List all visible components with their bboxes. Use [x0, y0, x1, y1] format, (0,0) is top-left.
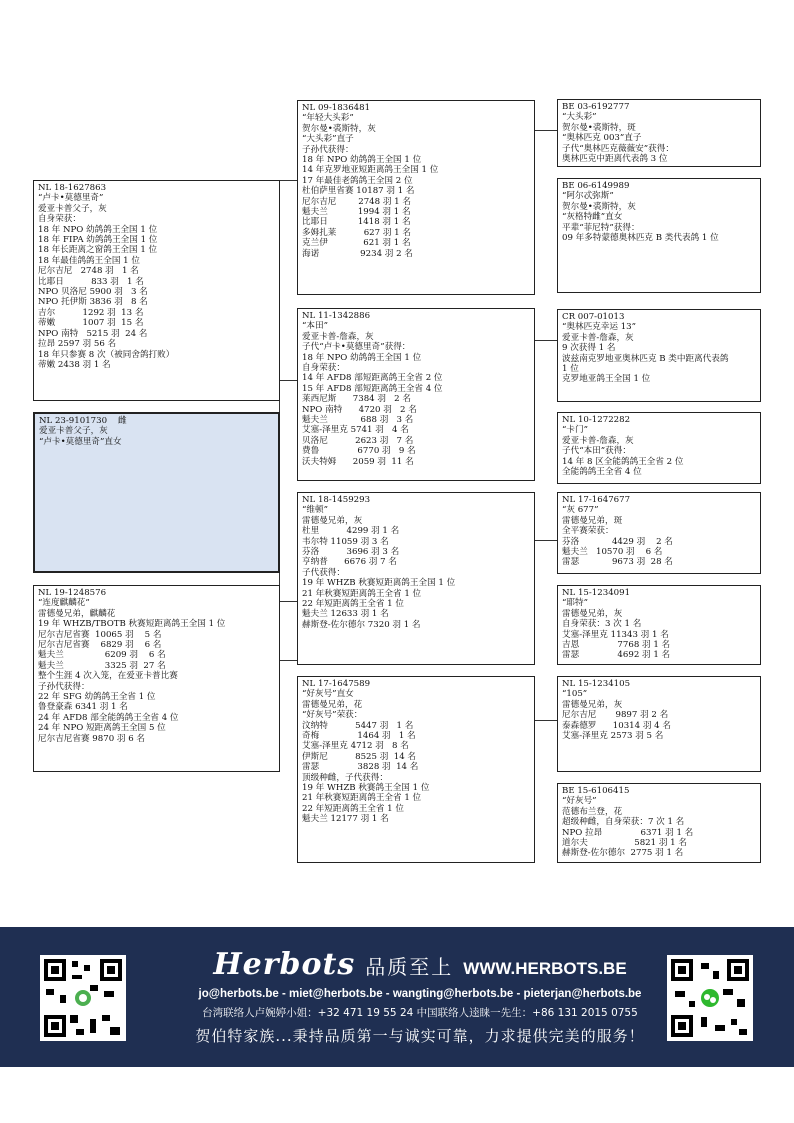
pedigree-line: 吉恩 7768 羽 1 名: [562, 640, 671, 651]
pedigree-line: 雷德曼兄弟，灰: [562, 699, 623, 710]
pedigree-line: 17 年最佳老鸽鸽王全国 2 位: [302, 175, 413, 186]
pedigree-line: “连度麒麟花”: [38, 598, 90, 609]
pedigree-line: 道尔夫 5821 羽 1 名: [562, 838, 687, 849]
pedigree-line: “本田”: [302, 321, 328, 332]
sire-dam-card: [297, 308, 535, 481]
pedigree-line: 泰森德罗 10314 羽 4 名: [562, 720, 671, 731]
pedigree-line: 鲁登豪森 6341 羽 1 名: [38, 702, 128, 713]
pedigree-line: 蒂嫩 1007 羽 15 名: [38, 318, 144, 329]
pedigree-line: 整个生涯 4 次入笼，在爱亚卡普比赛: [38, 671, 178, 682]
pedigree-line: 爱亚卡普父子，灰: [38, 203, 107, 214]
pedigree-line: NL 19-1248576: [38, 588, 107, 598]
pedigree-line: 自身荣获：: [302, 363, 345, 374]
pedigree-line: “好灰号”荣获：: [302, 710, 363, 721]
connector-line: [535, 130, 557, 131]
dss-card: [557, 492, 761, 574]
dds-card: [557, 676, 761, 772]
pedigree-line: CR 007-01013: [562, 312, 625, 322]
pedigree-line: NPO 南特 5215 羽 24 名: [38, 328, 148, 339]
pedigree-line: “奥林匹克 003”直子: [562, 133, 642, 144]
pedigree-line: 比耶日 833 羽 1 名: [38, 276, 144, 287]
pedigree-line: 尼尔吉尼 2748 羽 1 名: [38, 266, 139, 277]
pedigree-line: 18 年长距离之窗鸽王全国 1 位: [38, 245, 158, 256]
pedigree-line: 自身荣获：3 次 1 名: [562, 619, 642, 630]
pedigree-line: 芬洛 4429 羽 2 名: [562, 536, 673, 547]
pedigree-line: 18 年 FIPA 幼鸽鸽王全国 1 位: [38, 235, 158, 246]
pedigree-line: 魁夫兰 1994 羽 1 名: [302, 207, 411, 218]
pedigree-line: 9 次获得 1 名: [562, 343, 616, 354]
pedigree-line: 贺尔曼•裘斯特，灰: [302, 123, 376, 134]
dam-card: [33, 585, 280, 772]
email-list[interactable]: jo@herbots.be - miet@herbots.be - wangting@herbots.be - pieterjan@herbots.be: [198, 988, 642, 1000]
sdd-card: [557, 412, 761, 484]
pedigree-line: 汶纳特 5447 羽 1 名: [302, 720, 414, 731]
pedigree-line: 雷德曼兄弟，花: [302, 699, 363, 710]
pedigree-line: 吉尔 1292 羽 13 名: [38, 307, 144, 318]
pedigree-line: NPO 南特 4720 羽 2 名: [302, 404, 417, 415]
pedigree-line: 莱西尼斯 7384 羽 2 名: [302, 394, 411, 405]
pedigree-line: NL 09-1836481: [302, 103, 371, 113]
pedigree-line: “105”: [562, 689, 588, 700]
pedigree-line: 魁夫兰 12177 羽 1 名: [302, 814, 389, 825]
pedigree-line: “灰 677”: [562, 505, 599, 516]
pedigree-line: NL 18-1627863: [38, 183, 107, 193]
pedigree-line: “维顿”: [302, 505, 328, 516]
pedigree-line: 亨纳普 6676 羽 7 名: [302, 557, 397, 568]
pedigree-line: NL 10-1272282: [562, 415, 631, 425]
pedigree-line: 24 年 AFD8 部全能鸽鸽王全省 4 位: [38, 712, 179, 723]
ssd-card: [557, 178, 761, 293]
pedigree-line: 18 年只参赛 8 次（被同舍鸽打败）: [38, 349, 175, 360]
pedigree-line: 艾塞-泽里克 4712 羽 8 名: [302, 741, 409, 752]
contact-line: 台湾联络人卢婉婷小姐：+32 471 19 55 24 中国联络人逵睐一先生：+86 131 2015 0755: [202, 1007, 638, 1019]
connector-line: [279, 380, 297, 381]
pedigree-line: 15 年 AFD8 部短距离鸽王全省 4 位: [302, 383, 443, 394]
pedigree-line: 雷德曼兄弟，灰: [302, 515, 363, 526]
ddd-card: [557, 783, 761, 863]
footer-banner: [0, 927, 794, 1067]
dam-sire-card: [297, 492, 535, 665]
pedigree-line: “好灰号”: [562, 796, 597, 807]
pedigree-line: 全能鸽鸽王全省 4 位: [562, 467, 642, 478]
qr-code-right[interactable]: [667, 955, 753, 1041]
pedigree-line: 子代“卢卡•莫德里奇”获得：: [302, 342, 411, 353]
connector-line: [279, 300, 298, 602]
pedigree-line: “好灰号”直女: [302, 689, 354, 700]
pedigree-line: 18 年 NPO 幼鸽鸽王全国 1 位: [38, 224, 158, 235]
pedigree-line: 雷瑟 4692 羽 1 名: [562, 650, 671, 661]
pedigree-line: 魁夫兰 6209 羽 6 名: [38, 650, 166, 661]
pedigree-line: NPO 托伊斯 3836 羽 8 名: [38, 297, 148, 308]
pedigree-line: 22 年 SFG 幼鸽鸽王全省 1 位: [38, 692, 156, 703]
pedigree-line: 爱亚卡普父子，灰: [39, 426, 108, 437]
tagline: 贺伯特家族...秉持品质第一与诚实可靠，力求提供完美的服务！: [195, 1027, 645, 1045]
pedigree-line: 沃夫特姆 2059 羽 11 名: [302, 456, 414, 467]
connector-line: [279, 180, 297, 181]
pedigree-line: 尼尔吉尼 9897 羽 2 名: [562, 710, 669, 721]
pedigree-line: 艾塞-泽里克 11343 羽 1 名: [562, 629, 669, 640]
pedigree-line: 子孙代获得：: [302, 144, 354, 155]
sss-card: [557, 99, 761, 167]
pedigree-line: 14 年 AFD8 部短距离鸽王全省 2 位: [302, 373, 443, 384]
pedigree-line: “大头彩”: [562, 112, 597, 123]
pedigree-line: 范德布兰登，花: [562, 806, 623, 817]
pedigree-line: 雷瑟 9673 羽 28 名: [562, 557, 673, 568]
pedigree-line: “耶特”: [562, 598, 588, 609]
pedigree-line: 艾塞-泽里克 5741 羽 4 名: [302, 425, 409, 436]
pedigree-line: 子代“奥林匹克薇薇安”获得：: [562, 143, 674, 154]
pedigree-line: 奥林匹克中距离代表鸽 3 位: [562, 154, 668, 165]
website-link[interactable]: WWW.HERBOTS.BE: [463, 959, 627, 978]
pedigree-line: 韦尔特 11059 羽 3 名: [302, 536, 389, 547]
pedigree-line: 尼尔吉尼省赛 6829 羽 6 名: [38, 640, 162, 651]
herbots-logo: Herbots: [213, 947, 356, 982]
pedigree-line: 尼尔吉尼 2748 羽 1 名: [302, 196, 411, 207]
pedigree-line: 18 年 NPO 幼鸽鸽王全国 1 位: [302, 155, 422, 166]
pedigree-line: NL 18-1459293: [302, 495, 371, 505]
pedigree-line: 多姆扎莱 627 羽 1 名: [302, 227, 411, 238]
pedigree-line: 魁夫兰 3325 羽 27 名: [38, 660, 166, 671]
pedigree-line: 奇梅 1464 羽 1 名: [302, 731, 416, 742]
pedigree-line: 14 年克罗地亚短距离鸽王全国 1 位: [302, 165, 439, 176]
connector-line: [535, 540, 557, 541]
pedigree-line: BE 06-6149989: [562, 181, 630, 191]
pedigree-line: 雷德曼兄弟，麒麟花: [38, 608, 116, 619]
pedigree-line: NL 17-1647589: [302, 679, 371, 689]
pedigree-line: 自身荣获：: [38, 214, 81, 225]
pedigree-line: 24 年 NPO 短距离鸽王全国 5 位: [38, 723, 166, 734]
pedigree-line: 克罗地亚鸽王全国 1 位: [562, 374, 651, 385]
pedigree-line: 子代获得：: [302, 567, 345, 578]
pedigree-line: 杜伯萨里省赛 10187 羽 1 名: [302, 186, 415, 197]
dam-dam-card: [297, 676, 535, 863]
sire-card: [33, 180, 280, 401]
pedigree-line: 雷德曼兄弟，斑: [562, 515, 623, 526]
dsd-card: [557, 585, 761, 665]
pedigree-line: 21 年秋赛短距离鸽王全省 1 位: [302, 588, 422, 599]
pedigree-line: 贝洛尼 2623 羽 7 名: [302, 435, 414, 446]
brand-block: [190, 947, 650, 1046]
pedigree-line: 雷瑟 3828 羽 14 名: [302, 762, 419, 773]
pedigree-line: 尼尔吉尼省赛 9870 羽 6 名: [38, 733, 146, 744]
pedigree-line: 拉昂 2597 羽 56 名: [38, 339, 117, 350]
pedigree-line: 魁夫兰 688 羽 3 名: [302, 415, 414, 426]
connector-line: [279, 660, 297, 661]
pedigree-line: “阿尔忒弥斯”: [562, 191, 614, 202]
pedigree-line: 克兰伊 621 羽 1 名: [302, 238, 411, 249]
pedigree-line: 赫斯登-佐尔德尔 2775 羽 1 名: [562, 848, 684, 859]
pedigree-line: 子代“本田”获得：: [562, 446, 631, 457]
pedigree-line: “年轻大头彩”: [302, 113, 354, 124]
connector-line: [535, 720, 557, 721]
pedigree-line: 魁夫兰 12633 羽 1 名: [302, 609, 389, 620]
pedigree-line: 18 年 NPO 幼鸽鸽王全国 1 位: [302, 352, 422, 363]
sire-sire-card: [297, 100, 535, 295]
pedigree-line: 雷德曼兄弟，灰: [562, 608, 623, 619]
subject-card: [33, 412, 280, 573]
pedigree-line: 22 年短距离鸽王全省 1 位: [302, 599, 404, 610]
sds-card: [557, 309, 761, 402]
pedigree-line: “大头彩”直子: [302, 134, 354, 145]
pedigree-line: NPO 贝洛尼 5900 羽 3 名: [38, 287, 148, 298]
pedigree-line: 18 年最佳鸽鸽王全国 1 位: [38, 255, 140, 266]
pedigree-line: 21 年秋赛短距离鸽王全省 1 位: [302, 793, 422, 804]
pedigree-line: 22 年短距离鸽王全省 1 位: [302, 803, 404, 814]
pedigree-line: 芬洛 3696 羽 3 名: [302, 547, 400, 558]
pedigree-line: 爱亚卡普-詹森，灰: [302, 331, 374, 342]
pedigree-line: NL 15-1234105: [562, 679, 631, 689]
pedigree-line: 子孙代获得：: [38, 681, 90, 692]
pedigree-line: “奥林匹克幸运 13”: [562, 322, 637, 333]
pedigree-line: 艾塞-泽里克 2573 羽 5 名: [562, 731, 664, 742]
pedigree-line: 全平赛荣获：: [562, 526, 614, 537]
pedigree-line: 09 年多特蒙德奥林匹克 B 类代表鸽 1 位: [562, 233, 719, 244]
pedigree-line: NL 11-1342886: [302, 311, 371, 321]
pedigree-line: NL 15-1234091: [562, 588, 631, 598]
pedigree-line: “卡门”: [562, 425, 588, 436]
pedigree-line: 顶级种雌，子代获得：: [302, 772, 388, 783]
pedigree-line: 19 年 WHZB 秋赛鸽王全国 1 位: [302, 783, 430, 794]
pedigree-line: 杜里 4299 羽 1 名: [302, 526, 400, 537]
qr-code-left[interactable]: [40, 955, 126, 1041]
pedigree-line: 比耶日 1418 羽 1 名: [302, 217, 411, 228]
pedigree-line: 爱亚卡普-詹森，灰: [562, 332, 634, 343]
pedigree-line: NL 23-9101730 雌: [39, 416, 127, 426]
pedigree-line: 爱亚卡普-詹森，灰: [562, 435, 634, 446]
pedigree-line: 波兹南克罗地亚奥林匹克 B 类中距离代表鸽: [562, 353, 729, 364]
pedigree-line: NPO 拉昂 6371 羽 1 名: [562, 827, 694, 838]
pedigree-line: 19 年 WHZB 秋赛短距离鸽王全国 1 位: [302, 578, 456, 589]
pedigree-line: 尼尔吉尼省赛 10065 羽 5 名: [38, 629, 162, 640]
pedigree-line: 费鲁 6770 羽 9 名: [302, 446, 416, 457]
pedigree-line: 19 年 WHZB/TBOTB 秋赛短距离鸽王全国 1 位: [38, 619, 226, 630]
pedigree-line: “卢卡•莫德里奇”: [38, 193, 104, 204]
pedigree-line: 伊斯尼 8525 羽 14 名: [302, 751, 417, 762]
pedigree-line: 贺尔曼•裘斯特，灰: [562, 201, 636, 212]
pedigree-line: “卢卡•莫德里奇”直女: [39, 436, 122, 447]
pedigree-line: 魁夫兰 10570 羽 6 名: [562, 547, 663, 558]
pedigree-line: 贺尔曼•裘斯特，斑: [562, 122, 636, 133]
pedigree-line: BE 15-6106415: [562, 786, 630, 796]
pedigree-line: 超级种雌，自身荣获：7 次 1 名: [562, 817, 685, 828]
slogan: 品质至上: [365, 955, 454, 979]
pedigree-line: “灰格特雌”直女: [562, 212, 623, 223]
pedigree-line: NL 17-1647677: [562, 495, 631, 505]
pedigree-line: 1 位: [562, 364, 579, 375]
pedigree-line: 蒂嫩 2438 羽 1 名: [38, 359, 111, 370]
pedigree-line: 海诺 9234 羽 2 名: [302, 248, 413, 259]
connector-line: [535, 340, 557, 341]
pedigree-line: 14 年 8 区全能鸽鸽王全省 2 位: [562, 456, 684, 467]
pedigree-line: BE 03-6192777: [562, 102, 630, 112]
pedigree-line: 赫斯登-佐尔德尔 7320 羽 1 名: [302, 619, 421, 630]
pedigree-line: 平辈“菲尼特”获得：: [562, 222, 640, 233]
